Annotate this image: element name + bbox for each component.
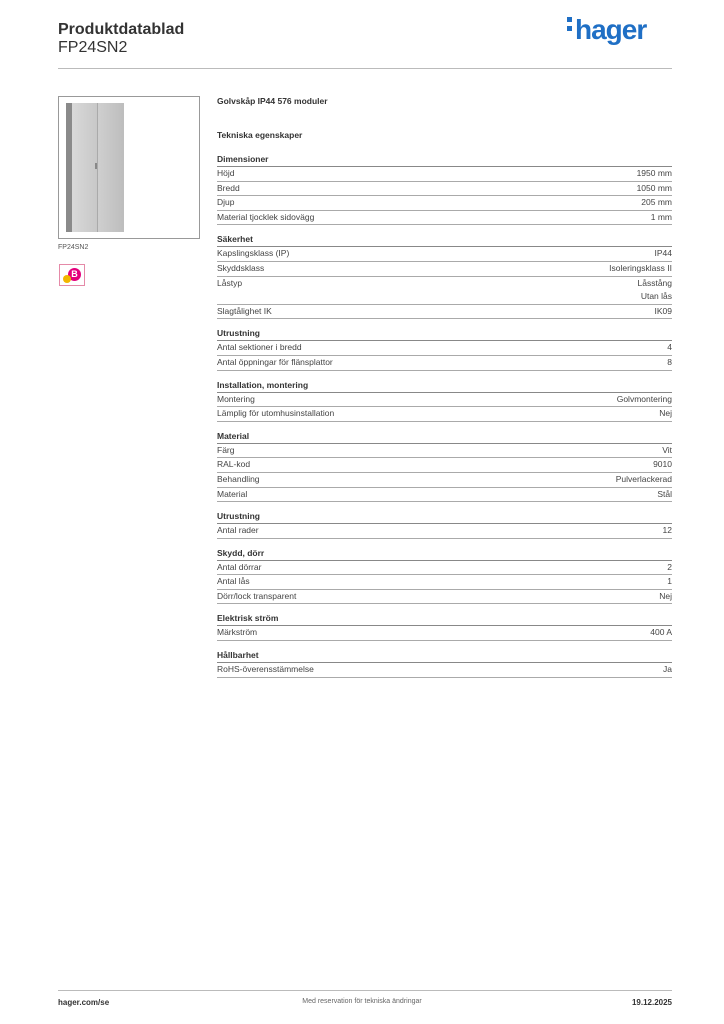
spec-label: Antal sektioner i bredd — [217, 342, 302, 353]
spec-value: IP44 — [654, 248, 672, 259]
spec-section — [217, 154, 672, 225]
spec-label: Antal lås — [217, 576, 250, 587]
spec-row — [217, 407, 672, 422]
spec-label: Antal öppningar för flänsplattor — [217, 356, 333, 367]
spec-row — [217, 663, 672, 678]
spec-value: Ja — [663, 664, 672, 675]
spec-row — [217, 524, 672, 539]
section-title: Hållbarhet — [217, 650, 672, 663]
spec-row — [217, 196, 672, 211]
spec-value: 1 mm — [650, 211, 672, 222]
spec-section — [217, 548, 672, 605]
product-image — [58, 96, 200, 239]
spec-label: Lämplig för utomhusinstallation — [217, 408, 335, 419]
spec-label: Djup — [217, 197, 235, 208]
page-title: Produktdatablad — [58, 21, 185, 38]
section-title: Utrustning — [217, 511, 672, 524]
spec-sections — [217, 154, 672, 678]
spec-label: Höjd — [217, 168, 235, 178]
spec-value: 12 — [662, 525, 672, 536]
spec-section — [217, 650, 672, 678]
spec-value: 4 — [667, 342, 672, 353]
footer-divider — [58, 990, 672, 991]
section-title: Skydd, dörr — [217, 548, 672, 561]
spec-section — [217, 613, 672, 641]
spec-label: Antal rader — [217, 525, 259, 536]
footer-date: 19.12.2025 — [631, 998, 672, 1007]
spec-label: Märkström — [217, 627, 258, 638]
spec-row — [217, 626, 672, 641]
spec-label: Låstyp — [217, 277, 243, 288]
spec-row — [217, 393, 672, 408]
spec-value: Isoleringsklass II — [609, 262, 672, 273]
spec-value: 1 — [667, 576, 672, 587]
spec-label: Material tjocklek sidovägg — [217, 211, 315, 222]
spec-label: Dörr/lock transparent — [217, 590, 297, 601]
spec-label: Kapslingsklass (IP) — [217, 248, 290, 259]
spec-value: 205 mm — [641, 197, 672, 208]
spec-value: 9010 — [653, 459, 672, 470]
logo-mark-icon — [567, 17, 572, 35]
spec-label: Antal dörrar — [217, 561, 262, 572]
product-code: FP24SN2 — [58, 39, 128, 56]
spec-value: Stål — [657, 488, 672, 499]
spec-value: 400 A — [650, 627, 672, 638]
spec-value: Låsstång Utan lås — [637, 277, 672, 302]
spec-section — [217, 431, 672, 502]
footer-website[interactable]: hager.com/se — [58, 998, 110, 1007]
spec-row — [217, 277, 672, 305]
spec-row — [217, 590, 672, 605]
spec-row — [217, 262, 672, 277]
spec-heading: Tekniska egenskaper — [217, 130, 303, 140]
section-title: Utrustning — [217, 328, 672, 341]
spec-label: Bredd — [217, 182, 240, 193]
spec-value: 2 — [667, 561, 672, 572]
image-caption: FP24SN2 — [58, 244, 89, 251]
product-name: Golvskåp IP44 576 moduler — [217, 96, 328, 106]
hager-logo — [567, 14, 646, 46]
spec-label: Skyddsklass — [217, 262, 265, 273]
spec-row — [217, 182, 672, 197]
spec-value: Golvmontering — [616, 393, 672, 404]
spec-row — [217, 167, 672, 182]
section-title: Material — [217, 431, 672, 444]
logo-text: hager — [575, 14, 647, 45]
spec-label: RAL-kod — [217, 459, 251, 470]
spec-label: Material — [217, 488, 248, 499]
spec-row — [217, 458, 672, 473]
spec-label: RoHS-överensstämmelse — [217, 664, 314, 675]
spec-label: Behandling — [217, 473, 260, 484]
spec-row — [217, 341, 672, 356]
section-title: Säkerhet — [217, 234, 672, 247]
spec-row — [217, 444, 672, 459]
spec-row — [217, 247, 672, 262]
spec-section — [217, 328, 672, 370]
spec-section — [217, 380, 672, 422]
spec-row — [217, 305, 672, 320]
section-title: Dimensioner — [217, 154, 672, 167]
spec-section — [217, 234, 672, 319]
spec-row — [217, 473, 672, 488]
spec-value: Pulverlackerad — [615, 473, 672, 484]
eco-label-icon: B — [59, 264, 85, 286]
spec-value: Nej — [659, 590, 672, 601]
spec-value: 1050 mm — [636, 182, 672, 193]
spec-row — [217, 356, 672, 371]
spec-row — [217, 561, 672, 576]
header-divider — [58, 68, 672, 69]
spec-value: 8 — [667, 356, 672, 367]
section-title: Installation, montering — [217, 380, 672, 393]
spec-value: Nej — [659, 408, 672, 419]
spec-label: Färg — [217, 444, 235, 455]
footer-disclaimer: Med reservation för tekniska ändringar — [302, 998, 422, 1005]
spec-section — [217, 511, 672, 539]
cabinet-illustration — [66, 103, 124, 232]
section-title: Elektrisk ström — [217, 613, 672, 626]
spec-row — [217, 211, 672, 226]
spec-label: Slagtålighet IK — [217, 305, 272, 316]
spec-label: Montering — [217, 393, 255, 404]
spec-value: Vit — [662, 444, 672, 455]
spec-value: IK09 — [654, 305, 672, 316]
spec-panel — [217, 96, 672, 687]
spec-value: 1950 mm — [636, 168, 672, 178]
spec-row — [217, 575, 672, 590]
spec-row — [217, 488, 672, 503]
